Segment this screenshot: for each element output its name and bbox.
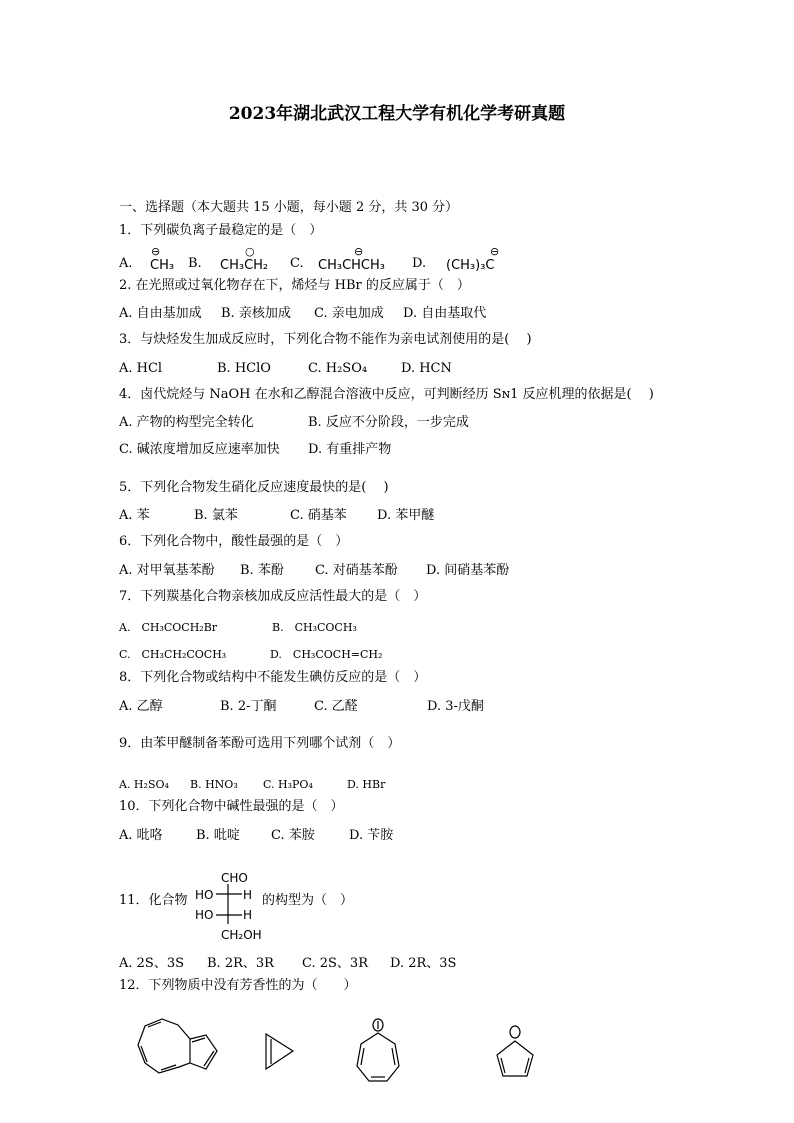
charge-icon: ⊖ <box>354 245 364 258</box>
q7-stem: 7．下列羰基化合物亲核加成反应活性最大的是（ ） <box>119 589 427 604</box>
q11-option-d: D. 2R、3S <box>390 956 457 971</box>
fischer-bottom: CH₂OH <box>221 928 262 942</box>
q2-option-b: B. 亲核加成 <box>221 306 291 321</box>
q2-option-c: C. 亲电加成 <box>314 306 384 321</box>
q3-option-b: B. HClO <box>217 361 271 376</box>
q2-option-d: D. 自由基取代 <box>403 306 487 321</box>
q12-structures <box>110 1003 670 1083</box>
q8-option-a: A. 乙醇 <box>119 699 163 714</box>
q11-option-c: C. 2S、3R <box>302 956 368 971</box>
q5-option-b: B. 氯苯 <box>194 508 238 523</box>
q9-option-b: B. HNO₃ <box>190 778 238 791</box>
q10-option-c: C. 苯胺 <box>271 828 315 843</box>
q1-label-a: A. <box>119 256 133 271</box>
q6-option-a: A. 对甲氧基苯酚 <box>119 563 215 578</box>
q2-stem: 2. 在光照或过氧化物存在下，烯烃与 HBr 的反应属于（ ） <box>119 278 470 293</box>
q6-option-b: B. 苯酚 <box>240 563 284 578</box>
q5-option-c: C. 硝基苯 <box>290 508 347 523</box>
q3-option-c: C. H₂SO₄ <box>308 361 368 376</box>
q3-stem: 3．与炔烃发生加成反应时，下列化合物不能作为亲电试剂使用的是( ) <box>119 332 532 347</box>
q8-option-c: C. 乙醛 <box>314 699 358 714</box>
q5-option-d: D. 苯甲醚 <box>377 508 435 523</box>
q8-option-d: D. 3-戊酮 <box>427 699 484 714</box>
q1-formula-d: (CH₃)₃C <box>446 258 495 273</box>
q2-option-a: A. 自由基加成 <box>119 306 202 321</box>
page-title: 2023年湖北武汉工程大学有机化学考研真题 <box>228 104 566 124</box>
section-heading: 一、选择题（本大题共 15 小题，每小题 2 分，共 30 分） <box>119 200 459 215</box>
q1-label-c: C. <box>290 256 304 271</box>
charge-icon: ⊖ <box>151 245 161 258</box>
q6-stem: 6．下列化合物中，酸性最强的是（ ） <box>119 534 349 549</box>
q7-option-c: C. CH₃CH₂COCH₃ <box>119 648 227 661</box>
azulene-structure <box>138 1019 217 1073</box>
cycloheptatrienyl-structure <box>357 1019 399 1081</box>
q8-option-b: B. 2-丁酮 <box>220 699 277 714</box>
fischer-top: CHO <box>221 871 248 885</box>
q4-option-c: C. 碱浓度增加反应速率加快 <box>119 442 280 457</box>
q3-option-a: A. HCl <box>119 361 163 376</box>
q1-label-b: B. <box>188 256 202 271</box>
fischer-left2: HO <box>195 908 214 922</box>
q1-stem: 1．下列碳负离子最稳定的是（ ） <box>119 223 323 238</box>
q9-option-c: C. H₃PO₄ <box>263 778 313 791</box>
q9-option-d: D. HBr <box>347 778 386 791</box>
cyclopropene-structure <box>266 1034 293 1069</box>
q5-option-a: A. 苯 <box>119 508 150 523</box>
q1-formula-c: CH₃CHCH₃ <box>318 258 385 273</box>
q6-option-c: C. 对硝基苯酚 <box>315 563 398 578</box>
q1-formula-b: CH₃CH₂ <box>220 258 269 273</box>
q7-option-a: A. CH₃COCH₂Br <box>119 621 218 634</box>
q7-option-b: B. CH₃COCH₃ <box>272 621 357 634</box>
q1-label-d: D. <box>412 256 427 271</box>
q4-option-d: D. 有重排产物 <box>308 442 392 457</box>
fischer-right1: H <box>243 888 253 902</box>
q1-formula-a: CH₃ <box>150 258 175 273</box>
cyclopentadienyl-structure <box>497 1026 533 1076</box>
q11-stem-end: 的构型为（ ） <box>262 893 354 908</box>
q8-stem: 8．下列化合物或结构中不能发生碘仿反应的是（ ） <box>119 670 427 685</box>
q4-option-b: B. 反应不分阶段，一步完成 <box>308 415 469 430</box>
q10-option-d: D. 苄胺 <box>349 828 394 843</box>
q11-option-a: A. 2S、3S <box>119 956 185 971</box>
q11-option-b: B. 2R、3R <box>207 956 274 971</box>
q4-stem: 4．卤代烷烃与 NaOH 在水和乙醇混合溶液中反应，可判断经历 Sɴ1 反应机理的依据是( ) <box>119 387 654 402</box>
q10-option-a: A. 吡咯 <box>119 828 163 843</box>
q11-stem-start: 11．化合物 <box>119 893 188 908</box>
q6-option-d: D. 间硝基苯酚 <box>426 563 510 578</box>
q9-stem: 9．由苯甲醚制备苯酚可选用下列哪个试剂（ ） <box>119 736 401 751</box>
radical-icon: ○ <box>245 245 255 258</box>
fischer-right2: H <box>243 908 253 922</box>
fischer-left1: HO <box>195 888 214 902</box>
q12-stem: 12．下列物质中没有芳香性的为（ ） <box>119 978 357 993</box>
q10-stem: 10．下列化合物中碱性最强的是（ ） <box>119 799 344 814</box>
q3-option-d: D. HCN <box>401 361 452 376</box>
q9-option-a: A. H₂SO₄ <box>119 778 169 791</box>
q10-option-b: B. 吡啶 <box>196 828 240 843</box>
q5-stem: 5．下列化合物发生硝化反应速度最快的是( ) <box>119 480 389 495</box>
q7-option-d: D. CH₃COCH=CH₂ <box>270 648 383 661</box>
q4-option-a: A. 产物的构型完全转化 <box>119 415 254 430</box>
charge-icon: ⊖ <box>490 245 500 258</box>
